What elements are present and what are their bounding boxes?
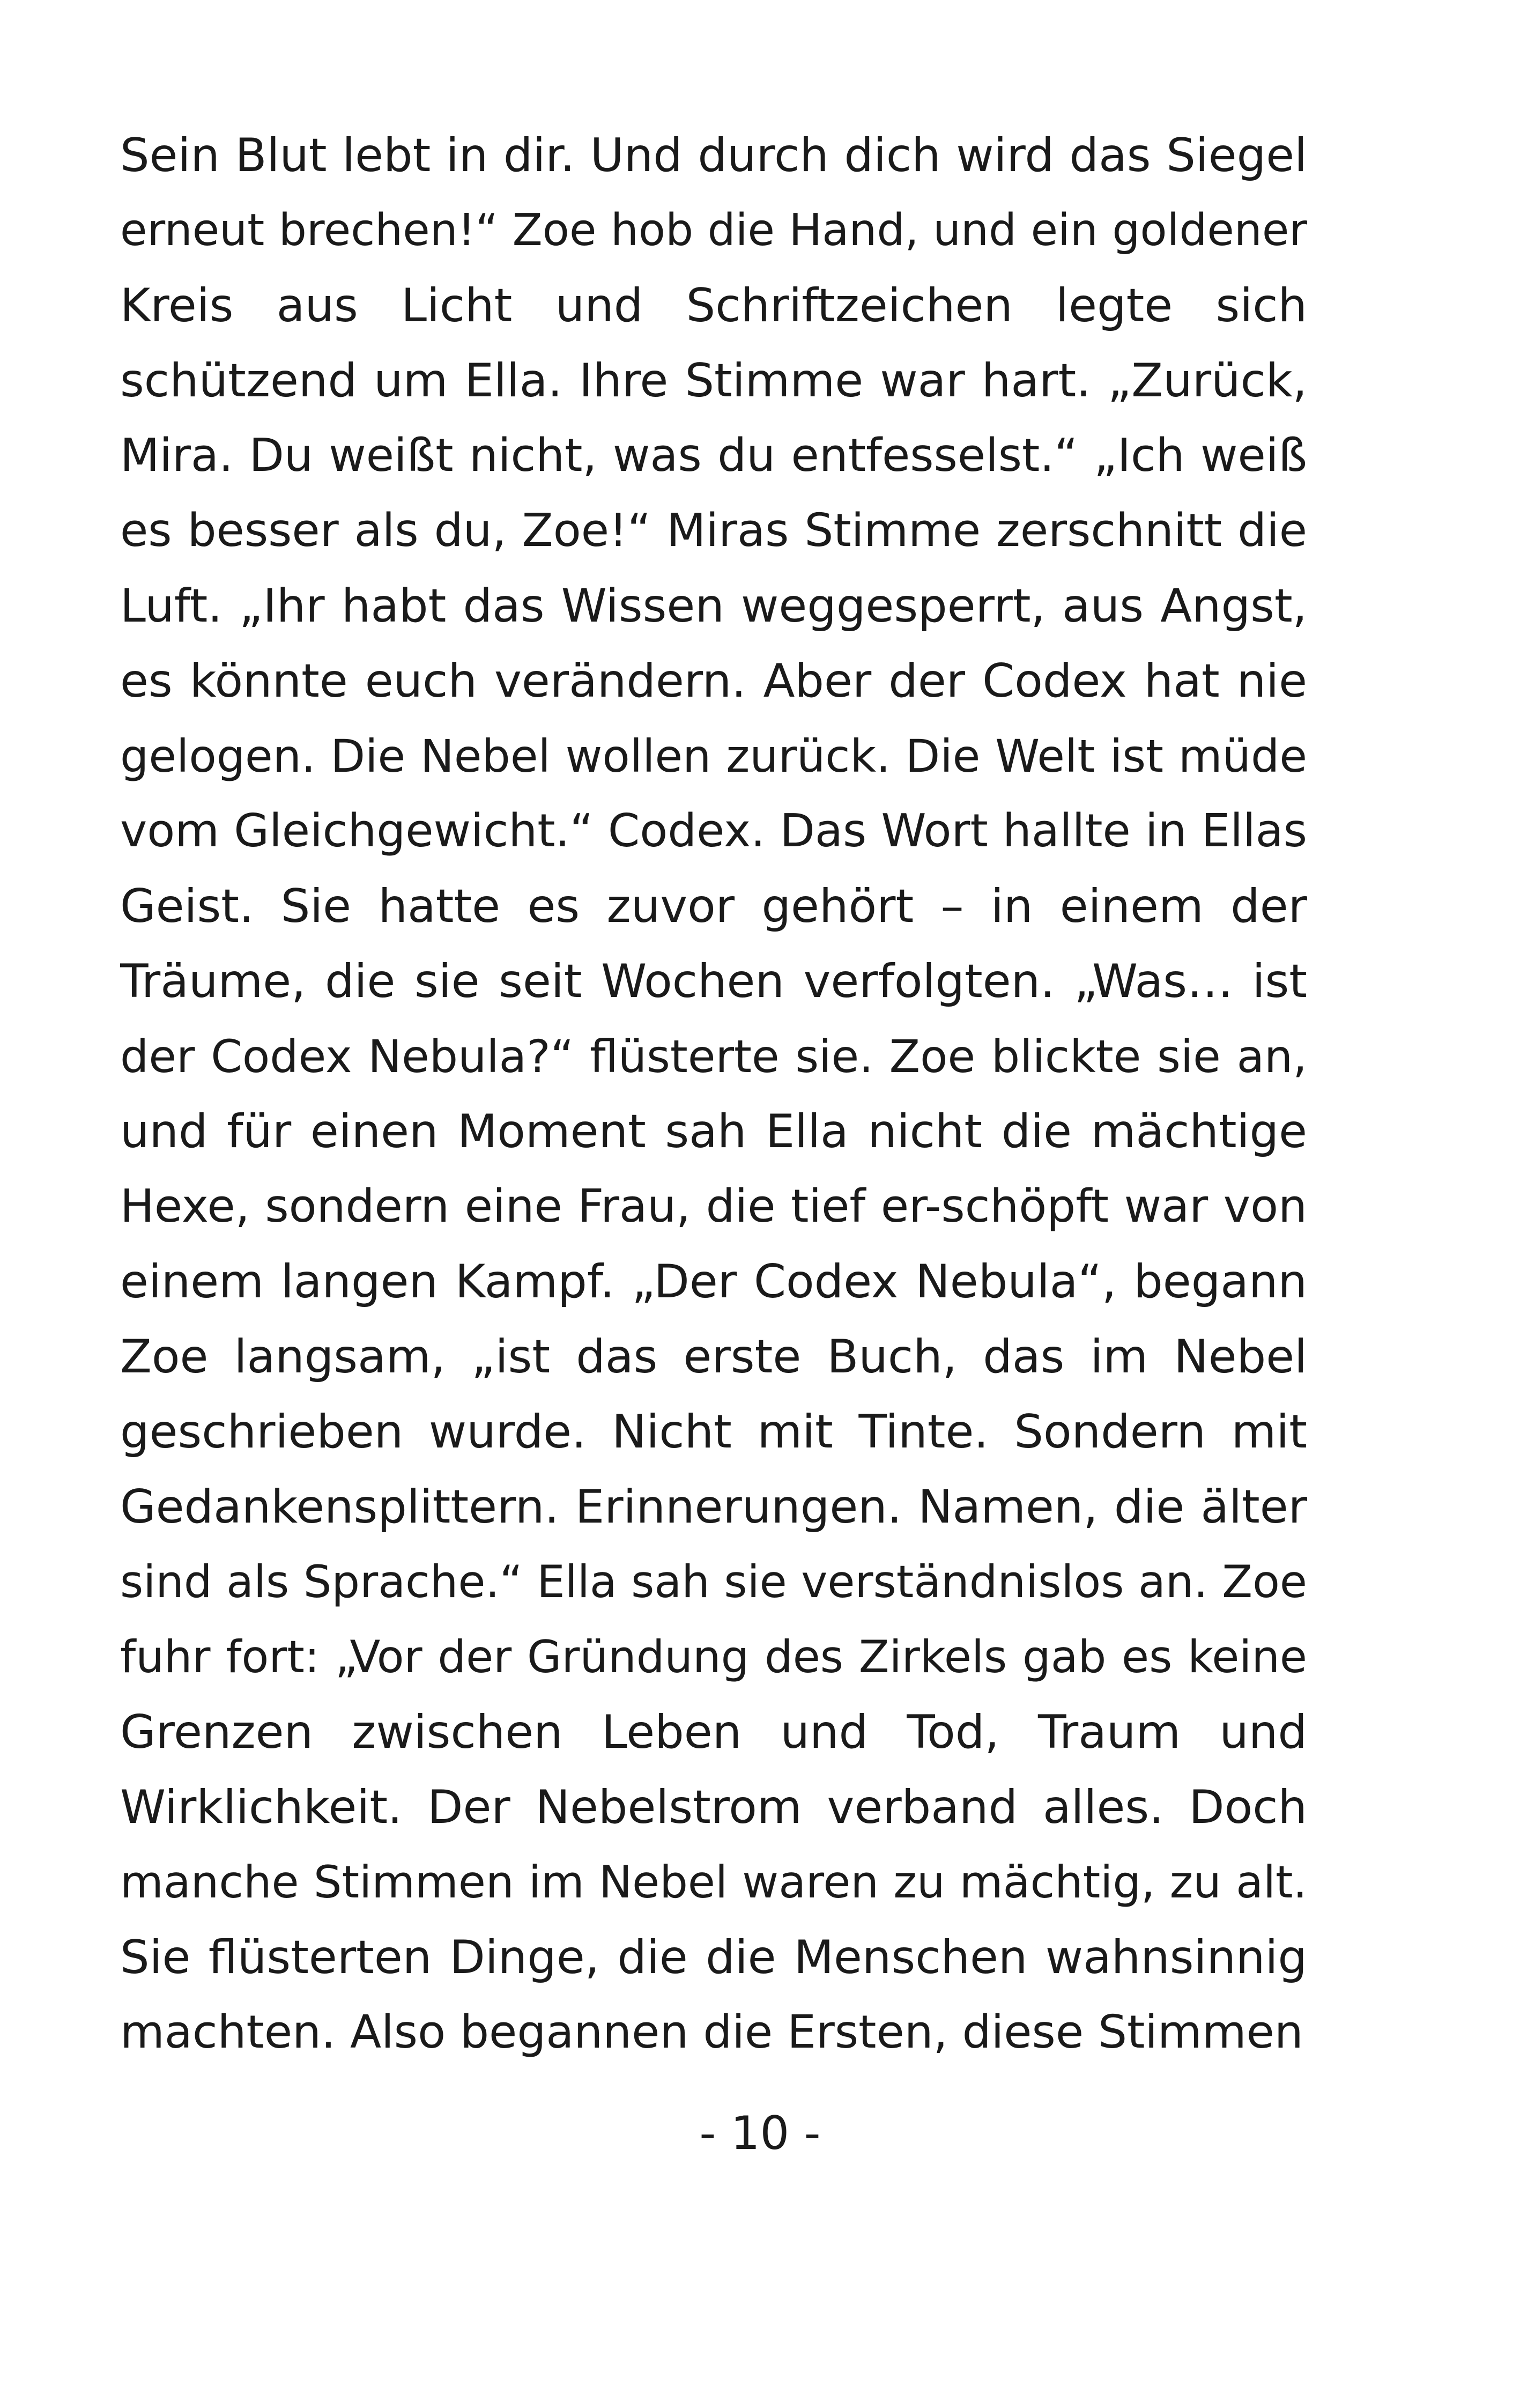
text-line: Gedankensplittern. Erinnerungen. Namen, die älter — [120, 1480, 1307, 1534]
page-number: - 10 - — [699, 2107, 821, 2160]
text-line: Träume, die sie seit Wochen verfolgten. „Was… ist — [120, 955, 1307, 1008]
text-line: Zoe langsam, „ist das erste Buch, das im Nebel — [120, 1330, 1307, 1384]
text-line: Mira. Du weißt nicht, was du entfesselst.“ „Ich weiß — [120, 429, 1307, 482]
text-line: der Codex Nebula?“ flüsterte sie. Zoe blickte sie an, — [120, 1030, 1307, 1083]
text-line: schützend um Ella. Ihre Stimme war hart. „Zurück, — [120, 354, 1307, 408]
text-line: Grenzen zwischen Leben und Tod, Traum und — [120, 1705, 1307, 1759]
text-line: machten. Also begannen die Ersten, diese Stimmen — [120, 2006, 1303, 2059]
text-line: es könnte euch verändern. Aber der Codex hat nie — [120, 654, 1307, 708]
body-text — [120, 118, 1307, 2070]
text-line: gelogen. Die Nebel wollen zurück. Die Welt ist müde — [120, 730, 1307, 782]
text-line: Wirklichkeit. Der Nebelstrom verband alles. Doch — [120, 1781, 1307, 1834]
text-line: manche Stimmen im Nebel waren zu mächtig, zu alt. — [120, 1856, 1307, 1908]
text-line: erneut brechen!“ Zoe hob die Hand, und ein goldener — [120, 205, 1307, 256]
text-line: Hexe, sondern eine Frau, die tief er-schöpft war von — [120, 1180, 1307, 1233]
text-line: vom Gleichgewicht.“ Codex. Das Wort hallte in Ellas — [120, 804, 1307, 858]
text-line: Kreis aus Licht und Schriftzeichen legte sich — [120, 279, 1307, 333]
text-line: Luft. „Ihr habt das Wissen weggesperrt, aus Angst, — [120, 579, 1307, 633]
text-line: fuhr fort: „Vor der Gründung des Zirkels gab es keine — [120, 1631, 1307, 1683]
text-line: und für einen Moment sah Ella nicht die mächtige — [120, 1105, 1307, 1158]
text-line: einem langen Kampf. „Der Codex Nebula“, begann — [120, 1255, 1307, 1309]
text-line: es besser als du, Zoe!“ Miras Stimme zerschnitt die — [120, 504, 1307, 557]
text-line: geschrieben wurde. Nicht mit Tinte. Sondern mit — [120, 1405, 1307, 1459]
text-line: sind als Sprache.“ Ella sah sie verständnislos an. Zoe — [120, 1556, 1307, 1608]
text-line: Sie flüsterten Dinge, die die Menschen wahnsinnig — [120, 1931, 1307, 1984]
text-line: Sein Blut lebt in dir. Und durch dich wird das Siegel — [120, 129, 1307, 182]
text-line: Geist. Sie hatte es zuvor gehört – in einem der — [120, 880, 1307, 933]
